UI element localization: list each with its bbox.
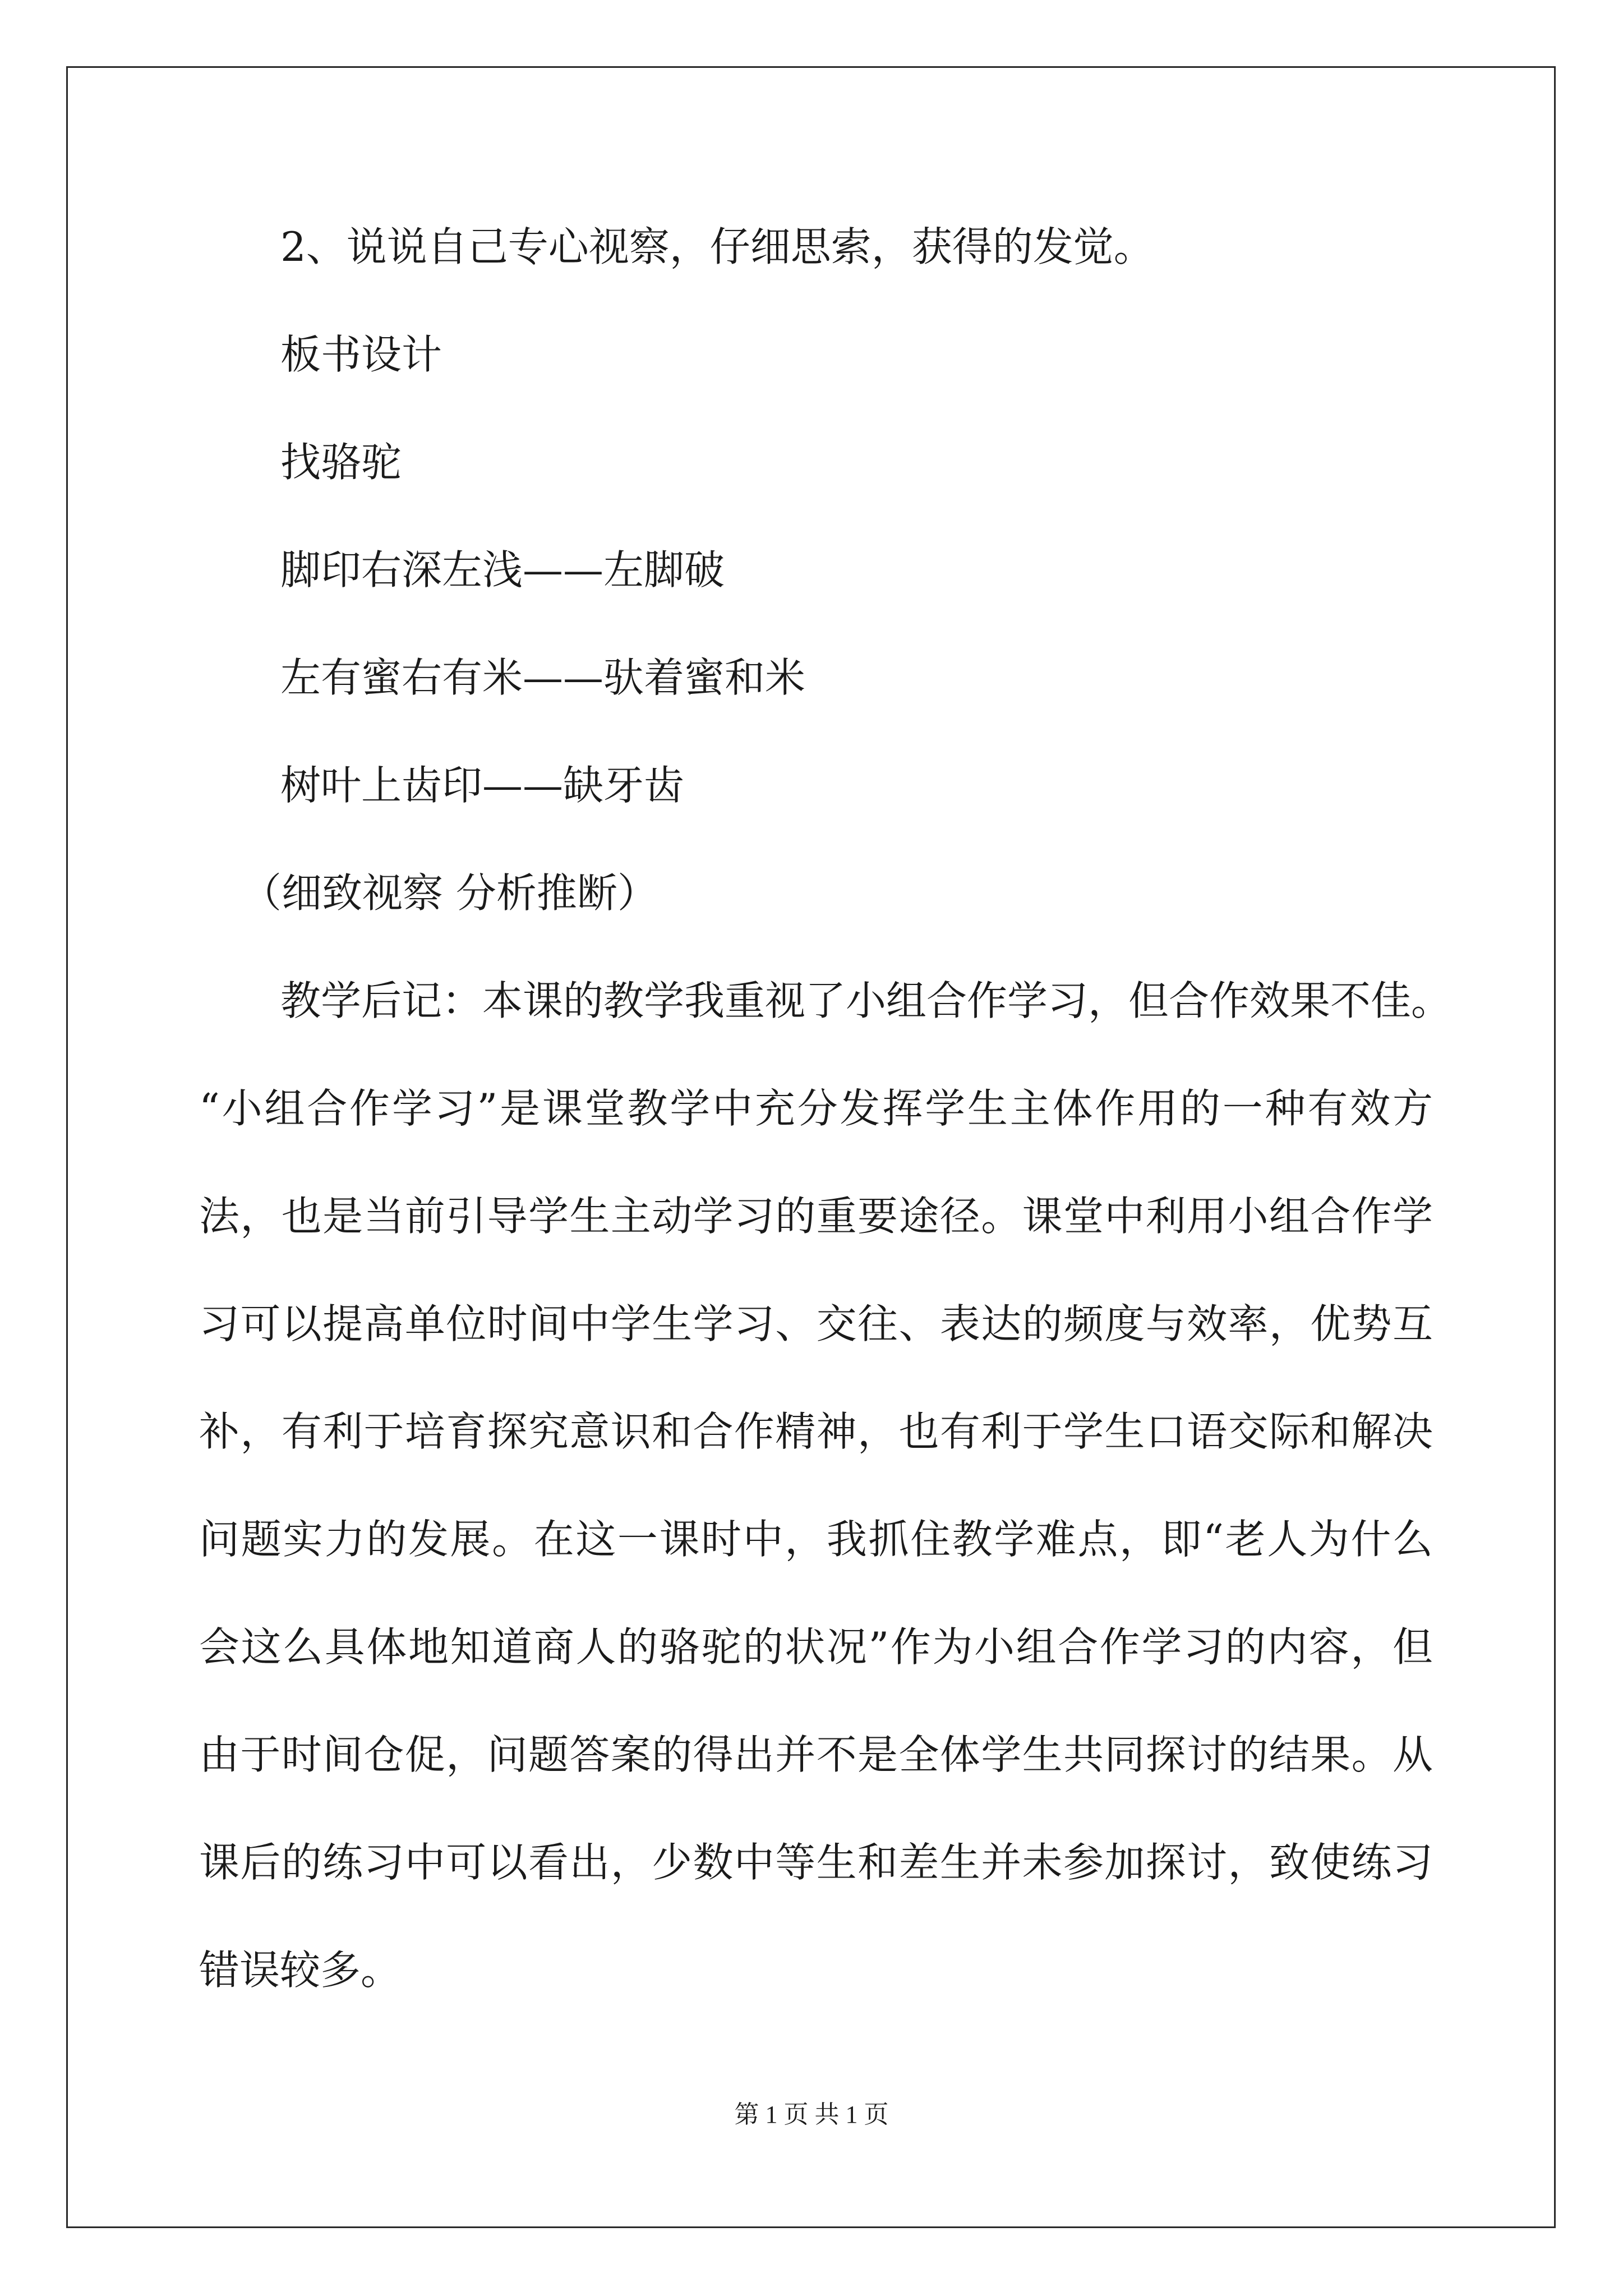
text-line-footprint: 脚印右深左浅——左脚破	[280, 546, 725, 593]
text-line-summary: （细致视察 分析推断）	[241, 869, 658, 917]
afterword-line: 错误较多。	[199, 1947, 402, 1994]
afterword-line: 问题实力的发展。在这一课时中，我抓住教学难点，即“老人为什么	[199, 1516, 1433, 1563]
afterword-line: 由于时间仓促，问题答案的得出并不是全体学生共同探讨的结果。从	[199, 1731, 1433, 1778]
afterword-line: “小组合作学习”是课堂教学中充分发挥学生主体作用的一种有效方	[199, 1085, 1433, 1132]
text-line-title: 找骆驼	[280, 439, 402, 486]
page-footer: 第 1 页 共 1 页	[734, 2101, 889, 2128]
text-line-teeth: 树叶上齿印——缺牙齿	[280, 762, 685, 809]
afterword-line: 习可以提高单位时间中学生学习、交往、表达的频度与效率，优势互	[199, 1300, 1433, 1347]
text-line-observation: 2、说说自己专心视察，仔细思索，获得的发觉。	[280, 223, 1154, 270]
afterword-line: 教学后记：本课的教学我重视了小组合作学习，但合作效果不佳。	[280, 977, 1452, 1024]
text-line-honey-rice: 左有蜜右有米——驮着蜜和米	[280, 654, 806, 701]
page-border	[66, 66, 1556, 2228]
afterword-line: 补，有利于培育探究意识和合作精神，也有利于学生口语交际和解决	[199, 1408, 1433, 1455]
afterword-line: 法，也是当前引导学生主动学习的重要途径。课堂中利用小组合作学	[199, 1193, 1433, 1240]
afterword-line: 会这么具体地知道商人的骆驼的状况”作为小组合作学习的内容，但	[199, 1623, 1433, 1671]
text-line-board-design: 板书设计	[280, 331, 442, 378]
afterword-line: 课后的练习中可以看出，少数中等生和差生并未参加探讨，致使练习	[199, 1839, 1433, 1886]
